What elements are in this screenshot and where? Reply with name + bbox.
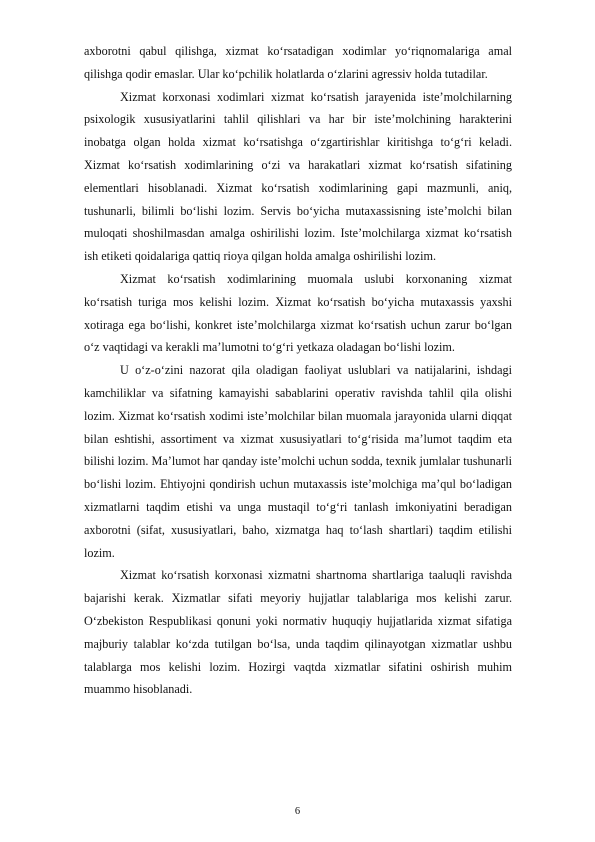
paragraph-communication-style: Xizmat ko‘rsatish xodimlarining muomala uslubi korxonaning xizmat ko‘rsatish turiga mos kelishi lozim. Xizmat ko‘rsatish bo‘yicha mutaxassis yaxshi xotiraga ega bo‘lishi, konkret iste’molchilarga xizmat ko‘rsatish uchun zarur bo‘lgan o‘z vaqtidagi va kerakli ma’lumotni to‘g‘ri yetkaza oladagan bo‘lishi lozim.	[84, 271, 512, 355]
paragraph-continuation: axborotni qabul qilishga, xizmat ko‘rsatadigan xodimlar yo‘riqnomalariga amal qilishga qodir emaslar. Ular ko‘pchilik holatlarda o‘zlarini agressiv holda tutadilar.	[84, 44, 512, 81]
page-number: 6	[294, 806, 301, 817]
paragraph-contract-quality: Xizmat ko‘rsatish korxonasi xizmatni shartnoma shartlariga taaluqli ravishda bajarishi kerak. Xizmatlar sifati meyoriy hujjatlar talablariga mos kelishi zarur. O‘zbekiston Respublikasi qonuni yoki normativ huquqiy hujjatlarida xizmat sifatiga majburiy talablar ko‘zda tutilgan bo‘lsa, unda taqdim qilinayotgan xizmatlar ushbu talablarga mos kelishi lozim. Hozirgi vaqtda xizmatlar sifatini oshirish muhim muammo hisoblanadi.	[84, 568, 512, 697]
paragraph-self-control: U o‘z-o‘zini nazorat qila oladigan faoliyat uslublari va natijalarini, ishdagi kamchiliklar va sifatning kamayishi sabablarini operativ ravishda tahlil qila olishi lozim. Xizmat ko‘rsatish xodimi iste’molchilar bilan muomala jarayonida ularni diqqat bilan eshtishi, assortiment va xizmat xususiyatlari to‘g‘risida ma’lumot taqdim eta bilishi lozim. Ma’lumot har qanday iste’molchi uchun sodda, texnik jumlalar tushunarli bo‘lishi lozim. Ehtiyojni qondirish uchun mutaxassis iste’molchiga ma’qul bo‘ladigan xizmatlarni taqdim etishi va unga mustaqil to‘g‘ri tanlash imkoniyatini beradigan axborotni (sifat, xususiyatlari, baho, xizmatga haq to‘lash shartlari) taqdim etilishi lozim.	[84, 363, 512, 560]
document-body	[84, 40, 512, 701]
paragraph-psychology: Xizmat korxonasi xodimlari xizmat ko‘rsatish jarayenida iste’molchilarning psixologik xususiyatlarini tahlil qilishlari va har bir iste’molchining harakterini inobatga olgan holda xizmat ko‘rsatishga o‘zgartirishlar kiritishga to‘g‘ri keladi. Xizmat ko‘rsatish xodimlarining o‘zi va harakatlari xizmat ko‘rsatish sifatining elementlari hisoblanadi. Xizmat ko‘rsatish xodimlarining gapi mazmunli, aniq, tushunarli, bilimli bo‘lishi lozim. Servis bo‘yicha mutaxassisning iste’molchi bilan muloqati shoshilmasdan amalga oshirilishi lozim. Iste’molchilarga xizmat ko‘rsatish ish etiketi qoidalariga qattiq rioya qilgan holda amalga oshirilishi lozim.	[84, 89, 512, 264]
